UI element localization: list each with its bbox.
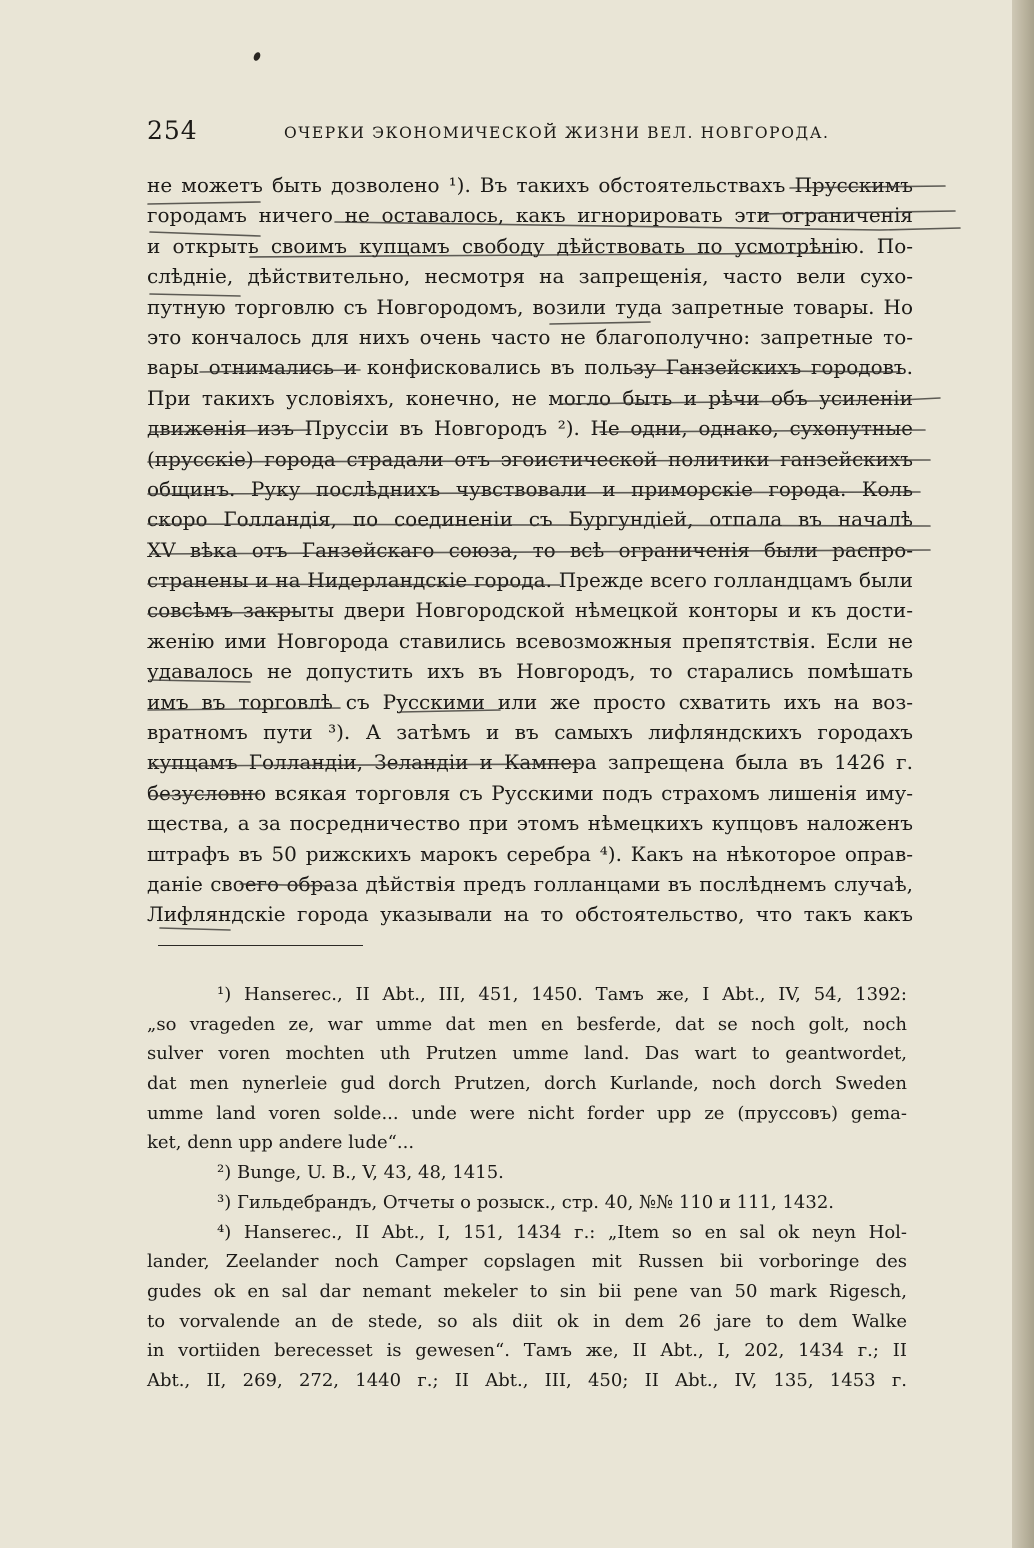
text-line: слѣдніе, дѣйствительно, несмотря на запрещенія, часто вели сухо- [147, 264, 913, 289]
page-edge [1012, 0, 1034, 1548]
text-line: совсѣмъ закрыты двери Новгородской нѣмецкой конторы и къ дости- [147, 598, 913, 623]
footnotes [147, 980, 907, 1396]
text-line: не можетъ быть дозволено ¹). Въ такихъ обстоятельствахъ Прусскимъ [147, 173, 913, 197]
footnote-1-line: ket, denn upp andere lude“... [147, 1132, 415, 1154]
text-line: даніе своего образа дѣйствія предъ голланцами въ послѣднемъ случаѣ, [147, 871, 913, 896]
footnote-4-line: Abt., II, 269, 272, 1440 г.; II Abt., III, 450; II Abt., IV, 135, 1453 г. [147, 1369, 907, 1391]
page-header [147, 114, 917, 150]
text-line: это кончалось для нихъ очень часто не благополучно: запретные то- [147, 324, 913, 349]
text-line: удавалось не допустить ихъ въ Новгородъ, то старались помѣшать [147, 659, 913, 684]
text-line: XV вѣка отъ Ганзейскаго союза, то всѣ ограниченія были распро- [147, 537, 913, 562]
footnote-4-line: in vortiiden berecesset is gewesen“. Тамъ же, II Abt., I, 202, 1434 г.; II [147, 1340, 907, 1362]
text-line: купцамъ Голландіи, Зеландіи и Кампера запрещена была въ 1426 г. [147, 750, 913, 775]
text-line: движенія изъ Пруссіи въ Новгородъ ²). Не одни, однако, сухопутные [147, 416, 913, 441]
footnote-4-line: to vorvalende an de stede, so als diit ok in dem 26 jare to dem Walke [147, 1310, 907, 1332]
footnote-separator [158, 945, 363, 946]
footnote-1-line: dat men nynerleie gud dorch Prutzen, dorch Kurlande, noch dorch Sweden [147, 1073, 907, 1095]
text-line: имъ въ торговлѣ съ Русскими или же просто схватить ихъ на воз- [147, 689, 913, 714]
text-line: путную торговлю съ Новгородомъ, возили туда запретные товары. Но [147, 294, 913, 319]
footnote-4-line: lander, Zeelander noch Camper copslagen mit Russen bii vorboringe des [147, 1251, 907, 1273]
text-line: вратномъ пути ³). А затѣмъ и въ самыхъ лифляндскихъ городахъ [147, 720, 913, 745]
footnote-4-line: gudes ok en sal dar nemant mekeler to sin bii pene van 50 mark Rigesch, [147, 1280, 907, 1302]
main-text [147, 170, 913, 930]
footnote-2: ²) Bunge, U. B., V, 43, 48, 1415. [217, 1162, 504, 1184]
text-line: При такихъ условіяхъ, конечно, не могло быть и рѣчи объ усиленіи [147, 385, 913, 410]
footnote-1-line: sulver voren mochten uth Prutzen umme land. Das wart to geantwordet, [147, 1043, 907, 1065]
text-line: женію ими Новгорода ставились всевозможныя препятствія. Если не [147, 628, 913, 653]
text-line: общинъ. Руку послѣднихъ чувствовали и приморскіе города. Коль [147, 476, 913, 501]
running-title: ОЧЕРКИ ЭКОНОМИЧЕСКОЙ ЖИЗНИ ВЕЛ. НОВГОРОДА. [284, 124, 830, 142]
footnote-1-line: umme land voren solde... unde were nicht forder upp ze (пруссовъ) gema- [147, 1102, 907, 1124]
footnote-3: ³) Гильдебрандъ, Отчеты о розыск., стр. 40, №№ 110 и 111, 1432. [217, 1191, 835, 1213]
text-line: штрафъ въ 50 рижскихъ марокъ серебра ⁴). Какъ на нѣкоторое оправ- [147, 841, 913, 866]
text-line: (прусскіе) города страдали отъ эгоистической политики ганзейскихъ [147, 446, 913, 471]
page-number: 254 [147, 116, 198, 145]
text-line: Лифляндскіе города указывали на то обстоятельство, что такъ какъ [147, 902, 913, 927]
text-line: городамъ ничего не оставалось, какъ игнорировать эти ограниченія [147, 203, 913, 228]
text-line: вары отнимались и конфисковались въ пользу Ганзейскихъ городовъ. [147, 355, 913, 380]
text-line: странены и на Нидерландскіе города. Прежде всего голландцамъ были [147, 568, 913, 593]
text-line: и открыть своимъ купцамъ свободу дѣйствовать по усмотрѣнію. По- [147, 233, 913, 258]
footnote-1-line: „so vrageden ze, war umme dat men en besferde, dat se noch golt, noch [147, 1013, 907, 1035]
footnote-4-line: ⁴) Hanserec., II Abt., I, 151, 1434 г.: „Item so en sal ok neyn Hol- [217, 1221, 907, 1243]
footnote-1-line: ¹) Hanserec., II Abt., III, 451, 1450. Тамъ же, I Abt., IV, 54, 1392: [217, 984, 907, 1005]
text-line: скоро Голландія, по соединеніи съ Бургундіей, отпала въ началѣ [147, 507, 913, 532]
text-line: щества, а за посредничество при этомъ нѣмецкихъ купцовъ наложенъ [147, 811, 913, 836]
text-line: безусловно всякая торговля съ Русскими подъ страхомъ лишенія иму- [147, 780, 913, 805]
